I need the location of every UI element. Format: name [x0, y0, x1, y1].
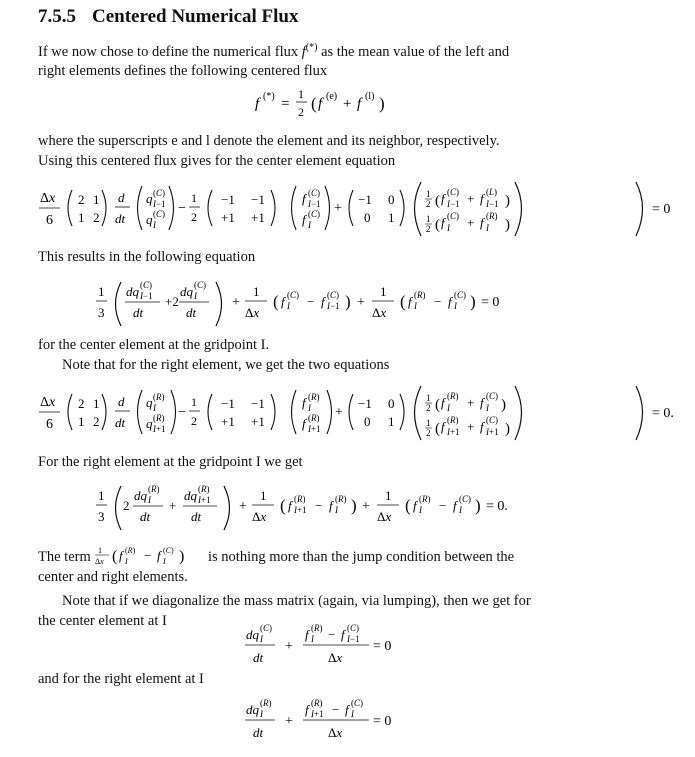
svg-text:+: +	[467, 395, 475, 410]
svg-text:2: 2	[426, 224, 431, 234]
svg-text:(C): (C)	[447, 187, 460, 197]
svg-text:Δx: Δx	[252, 509, 267, 524]
svg-text:−: −	[434, 294, 442, 309]
svg-text:I: I	[163, 557, 167, 566]
svg-text:−1: −1	[221, 396, 235, 411]
equation-centered-flux	[255, 84, 415, 129]
svg-text:0: 0	[364, 414, 371, 429]
svg-text:f: f	[480, 215, 484, 230]
svg-text:I: I	[194, 291, 197, 301]
superscripts-line2: Using this centered flux gives for the center element equation	[38, 152, 396, 169]
svg-text:I: I	[153, 220, 156, 230]
svg-text:(L): (L)	[486, 187, 498, 197]
eq6-rhs: = 0	[373, 639, 392, 654]
svg-text:f: f	[302, 395, 306, 410]
svg-text:1: 1	[298, 87, 304, 101]
svg-text:(C): (C)	[454, 290, 467, 300]
equation-lumped-center	[245, 622, 425, 675]
svg-text:2: 2	[93, 414, 100, 429]
jump-text-line2: center and right elements.	[38, 568, 188, 585]
svg-text:(C): (C)	[153, 188, 166, 198]
svg-text:f: f	[357, 96, 362, 112]
svg-text:d: d	[118, 394, 125, 409]
svg-text:(C): (C)	[327, 290, 340, 300]
eq5-rhs: = 0.	[486, 499, 508, 514]
svg-text:I: I	[125, 557, 129, 566]
svg-text:(R): (R)	[311, 698, 323, 708]
svg-text:+: +	[357, 295, 365, 310]
svg-text:f: f	[281, 294, 285, 309]
svg-text:+1: +1	[221, 210, 235, 225]
svg-text:I+1: I+1	[198, 495, 211, 505]
svg-text:6: 6	[46, 417, 53, 432]
svg-text:(C): (C)	[308, 209, 321, 219]
diagonalize-line2: the center element at I	[38, 612, 167, 629]
svg-text:(C): (C)	[486, 391, 499, 401]
svg-text:(C): (C)	[163, 546, 175, 555]
svg-text:(: (	[280, 496, 286, 515]
svg-text:1: 1	[98, 488, 105, 503]
svg-text:dt: dt	[115, 415, 126, 430]
svg-text:I−1: I−1	[153, 199, 166, 209]
svg-text:I: I	[454, 301, 457, 311]
svg-text:(l): (l)	[365, 91, 375, 102]
svg-text:(R): (R)	[447, 391, 459, 401]
svg-text:1: 1	[191, 395, 197, 409]
svg-text:2: 2	[426, 403, 431, 413]
svg-text:f: f	[288, 498, 292, 513]
svg-text:dt: dt	[140, 509, 151, 524]
svg-text:I−1: I−1	[308, 199, 321, 209]
svg-text:f: f	[448, 294, 452, 309]
svg-text:I: I	[308, 220, 311, 230]
svg-text:dq: dq	[180, 284, 193, 299]
svg-text:1: 1	[98, 284, 105, 299]
svg-text:I: I	[260, 709, 263, 719]
svg-text:f: f	[329, 498, 333, 513]
svg-text:I: I	[287, 301, 290, 311]
section-heading	[38, 6, 299, 28]
svg-text:=: =	[281, 96, 290, 112]
svg-text:I: I	[486, 223, 489, 233]
paragraph-gridpoint	[38, 336, 628, 375]
svg-text:1: 1	[388, 414, 395, 429]
svg-text:(C): (C)	[287, 290, 300, 300]
svg-text:+: +	[239, 499, 247, 514]
svg-text:−: −	[315, 498, 323, 513]
svg-text:1: 1	[93, 396, 100, 411]
svg-text:(R): (R)	[447, 415, 459, 425]
svg-text:f: f	[302, 416, 306, 431]
svg-text:): )	[345, 292, 351, 311]
equation-right-element	[95, 480, 565, 541]
svg-text:+: +	[169, 498, 177, 513]
svg-text:I: I	[311, 634, 314, 644]
svg-text:I−1: I−1	[486, 199, 499, 209]
intro-text-a: If we now chose to define the numerical flux	[38, 43, 302, 60]
svg-text:I: I	[308, 403, 311, 413]
svg-text:I: I	[447, 403, 450, 413]
svg-text:f: f	[480, 395, 484, 410]
svg-text:(R): (R)	[294, 494, 306, 504]
svg-text:−1: −1	[251, 396, 265, 411]
svg-text:f: f	[441, 191, 445, 206]
svg-text:0: 0	[388, 396, 395, 411]
svg-text:(: (	[112, 548, 118, 565]
svg-text:): )	[505, 193, 510, 209]
intro-flux-sup: (*)	[305, 42, 318, 53]
svg-text:−: −	[328, 627, 336, 642]
svg-text:(C): (C)	[308, 188, 321, 198]
svg-text:−: −	[439, 498, 447, 513]
svg-text:): )	[505, 217, 510, 233]
svg-text:(C): (C)	[260, 623, 273, 633]
svg-text:I+1: I+1	[153, 424, 166, 434]
svg-text:f: f	[441, 419, 445, 434]
svg-text:d: d	[118, 190, 125, 205]
svg-text:dt: dt	[115, 211, 126, 226]
svg-text:(R): (R)	[486, 211, 498, 221]
svg-text:): )	[475, 496, 481, 515]
svg-text:(C): (C)	[347, 623, 360, 633]
svg-text:1: 1	[426, 418, 431, 428]
jump-text-a: The term	[38, 549, 91, 565]
svg-text:f: f	[321, 294, 325, 309]
svg-text:1: 1	[388, 210, 395, 225]
svg-text:0: 0	[388, 192, 395, 207]
svg-text:(: (	[400, 292, 406, 311]
svg-text:+: +	[285, 714, 293, 729]
superscripts-line1: where the superscripts e and l denote the element and its neighbor, respectively.	[38, 133, 500, 149]
svg-text:q: q	[146, 191, 153, 206]
svg-text:(: (	[405, 496, 411, 515]
svg-text:q: q	[146, 395, 153, 410]
intro-text-line2: right elements defines the following centered flux	[38, 63, 328, 80]
svg-text:+: +	[362, 499, 370, 514]
svg-text:(R): (R)	[153, 413, 165, 423]
svg-text:I: I	[351, 709, 354, 719]
svg-text:f: f	[345, 702, 349, 717]
svg-text:1: 1	[191, 191, 197, 205]
svg-text:1: 1	[93, 192, 100, 207]
svg-text:I: I	[419, 505, 422, 515]
svg-text:(: (	[435, 397, 440, 413]
eq4-rhs: = 0.	[652, 406, 674, 421]
svg-text:f: f	[408, 294, 412, 309]
svg-text:(C): (C)	[486, 415, 499, 425]
svg-text:I−1: I−1	[140, 291, 153, 301]
svg-text:f: f	[480, 191, 484, 206]
equation-right-element-matrix	[38, 382, 693, 451]
svg-text:dt: dt	[186, 305, 197, 320]
svg-text:−: −	[178, 405, 186, 420]
paragraph-right-element	[38, 670, 628, 690]
svg-text:I: I	[260, 634, 263, 644]
svg-text:f: f	[157, 548, 161, 563]
svg-text:f: f	[453, 498, 457, 513]
paragraph-jump-condition	[38, 545, 628, 587]
svg-text:−1: −1	[251, 192, 265, 207]
svg-text:I+1: I+1	[311, 709, 324, 719]
svg-text:(C): (C)	[459, 494, 472, 504]
svg-text:1: 1	[78, 414, 85, 429]
svg-text:(R): (R)	[198, 484, 210, 494]
svg-text:Δx: Δx	[245, 305, 260, 320]
svg-text:+2: +2	[165, 294, 179, 309]
svg-text:dq: dq	[246, 702, 259, 717]
svg-text:−: −	[332, 702, 340, 717]
svg-text:+: +	[334, 201, 342, 216]
svg-text:+: +	[343, 96, 352, 112]
svg-text:Δx: Δx	[95, 557, 105, 566]
gridpoint-line2: Note that for the right element, we get the two equations	[62, 356, 390, 373]
svg-text:(R): (R)	[153, 392, 165, 402]
svg-text:f: f	[305, 627, 309, 642]
svg-text:q: q	[146, 416, 153, 431]
svg-text:(R): (R)	[311, 623, 323, 633]
svg-text:2: 2	[78, 396, 85, 411]
svg-text:f: f	[305, 702, 309, 717]
svg-text:I+1: I+1	[486, 427, 499, 437]
svg-text:(R): (R)	[335, 494, 347, 504]
gridpoint-line1: for the center element at the gridpoint I.	[38, 337, 270, 353]
svg-text:+: +	[232, 295, 240, 310]
svg-text:+1: +1	[251, 210, 265, 225]
intro-flux-symbol: f	[301, 43, 306, 60]
svg-text:(C): (C)	[153, 209, 166, 219]
svg-text:Δx: Δx	[372, 305, 387, 320]
svg-text:f: f	[441, 395, 445, 410]
svg-text:2: 2	[426, 428, 431, 438]
svg-text:+: +	[467, 191, 475, 206]
svg-text:(R): (R)	[419, 494, 431, 504]
svg-text:f: f	[302, 191, 306, 206]
svg-text:1: 1	[78, 210, 85, 225]
svg-text:I−1: I−1	[347, 634, 360, 644]
svg-text:dt: dt	[253, 725, 264, 740]
svg-text:1: 1	[253, 284, 260, 299]
svg-text:(R): (R)	[260, 698, 272, 708]
svg-text:+: +	[335, 405, 343, 420]
svg-text:Δx: Δx	[328, 725, 343, 740]
svg-text:1: 1	[98, 546, 103, 555]
svg-text:): )	[379, 94, 385, 113]
svg-text:(R): (R)	[148, 484, 160, 494]
svg-text:+: +	[467, 215, 475, 230]
svg-text:dt: dt	[191, 509, 202, 524]
svg-text:): )	[501, 397, 506, 413]
section-title: Centered Numerical Flux	[92, 6, 299, 27]
svg-text:(C): (C)	[194, 280, 207, 290]
svg-text:(: (	[435, 193, 440, 209]
svg-text:2: 2	[191, 414, 197, 428]
svg-text:6: 6	[46, 213, 53, 228]
svg-text:Δx: Δx	[377, 509, 392, 524]
svg-text:1: 1	[380, 284, 387, 299]
svg-text:0: 0	[364, 210, 371, 225]
svg-text:dq: dq	[126, 284, 139, 299]
svg-text:2: 2	[78, 192, 85, 207]
svg-text:I+1: I+1	[447, 427, 460, 437]
svg-text:−1: −1	[221, 192, 235, 207]
svg-text:+1: +1	[221, 414, 235, 429]
svg-text:−1: −1	[358, 396, 372, 411]
svg-text:−: −	[307, 294, 315, 309]
svg-text:): )	[351, 496, 357, 515]
svg-text:+1: +1	[251, 414, 265, 429]
eq3-rhs: = 0	[481, 295, 500, 310]
svg-text:(: (	[435, 421, 440, 437]
svg-text:f: f	[119, 548, 123, 563]
svg-text:q: q	[146, 212, 153, 227]
svg-text:I+1: I+1	[308, 424, 321, 434]
svg-text:2: 2	[298, 105, 304, 119]
svg-text:(R): (R)	[308, 392, 320, 402]
eq7-rhs: = 0	[373, 714, 392, 729]
inline-jump-term	[94, 545, 204, 567]
svg-text:+: +	[467, 419, 475, 434]
svg-text:2: 2	[123, 498, 130, 513]
svg-text:f: f	[302, 212, 306, 227]
svg-text:(C): (C)	[351, 698, 364, 708]
svg-text:(C): (C)	[140, 280, 153, 290]
svg-text:Δx: Δx	[328, 650, 343, 665]
svg-text:): )	[470, 292, 476, 311]
svg-text:f: f	[441, 215, 445, 230]
svg-text:): )	[505, 421, 510, 437]
svg-text:(: (	[273, 292, 279, 311]
svg-text:dq: dq	[134, 488, 147, 503]
right-gridpoint-text: For the right element at the gridpoint I we get	[38, 454, 303, 470]
results-text: This results in the following equation	[38, 249, 256, 265]
svg-text:I: I	[153, 403, 156, 413]
svg-text:I: I	[414, 301, 417, 311]
equation-center-element	[95, 276, 565, 337]
svg-text:Δx: Δx	[40, 191, 56, 206]
svg-text:dt: dt	[253, 650, 264, 665]
svg-text:1: 1	[426, 189, 431, 199]
svg-text:I−1: I−1	[447, 199, 460, 209]
paragraph-superscripts	[38, 132, 628, 171]
svg-text:3: 3	[98, 509, 105, 524]
svg-text:(e): (e)	[326, 91, 338, 102]
paragraph-right-gridpoint	[38, 453, 628, 473]
svg-text:+: +	[285, 639, 293, 654]
svg-text:(: (	[311, 94, 317, 113]
svg-text:2: 2	[426, 199, 431, 209]
eq2-rhs: = 0	[652, 202, 671, 217]
svg-text:(: (	[435, 217, 440, 233]
svg-text:f: f	[480, 419, 484, 434]
svg-text:I: I	[486, 403, 489, 413]
svg-text:I: I	[459, 505, 462, 515]
diagonalize-line1: Note that if we diagonalize the mass matrix (again, via lumping), then we get for	[62, 593, 531, 609]
right-element-text: and for the right element at I	[38, 671, 204, 687]
svg-text:I−1: I−1	[327, 301, 340, 311]
svg-text:1: 1	[426, 214, 431, 224]
svg-text:2: 2	[191, 210, 197, 224]
svg-text:−: −	[178, 201, 186, 216]
jump-text-b: is nothing more than the jump condition between the	[208, 549, 515, 565]
svg-text:f: f	[413, 498, 417, 513]
svg-text:(R): (R)	[308, 413, 320, 423]
svg-text:I: I	[447, 223, 450, 233]
svg-text:I: I	[148, 495, 151, 505]
svg-text:dq: dq	[184, 488, 197, 503]
svg-text:I: I	[335, 505, 338, 515]
paragraph-results	[38, 248, 628, 268]
intro-text-b: as the mean value of the left and	[317, 43, 510, 60]
svg-text:1: 1	[260, 488, 267, 503]
svg-text:−1: −1	[358, 192, 372, 207]
equation-center-element-matrix	[38, 178, 688, 247]
svg-text:1: 1	[426, 393, 431, 403]
equation-lumped-right	[245, 697, 425, 750]
svg-text:(R): (R)	[125, 546, 136, 555]
svg-text:I+1: I+1	[294, 505, 307, 515]
svg-text:(R): (R)	[414, 290, 426, 300]
svg-text:(*): (*)	[263, 91, 275, 102]
svg-text:2: 2	[93, 210, 100, 225]
svg-text:f: f	[318, 96, 323, 112]
paragraph-intro	[38, 38, 628, 82]
svg-text:): )	[179, 548, 185, 565]
svg-text:(C): (C)	[447, 211, 460, 221]
svg-text:−: −	[144, 548, 152, 563]
svg-text:dt: dt	[133, 305, 144, 320]
section-number: 7.5.5	[38, 6, 76, 27]
svg-text:1: 1	[385, 488, 392, 503]
svg-text:3: 3	[98, 305, 105, 320]
svg-text:f: f	[341, 627, 345, 642]
svg-text:dq: dq	[246, 627, 259, 642]
svg-text:Δx: Δx	[40, 395, 56, 410]
svg-text:f: f	[255, 96, 260, 112]
